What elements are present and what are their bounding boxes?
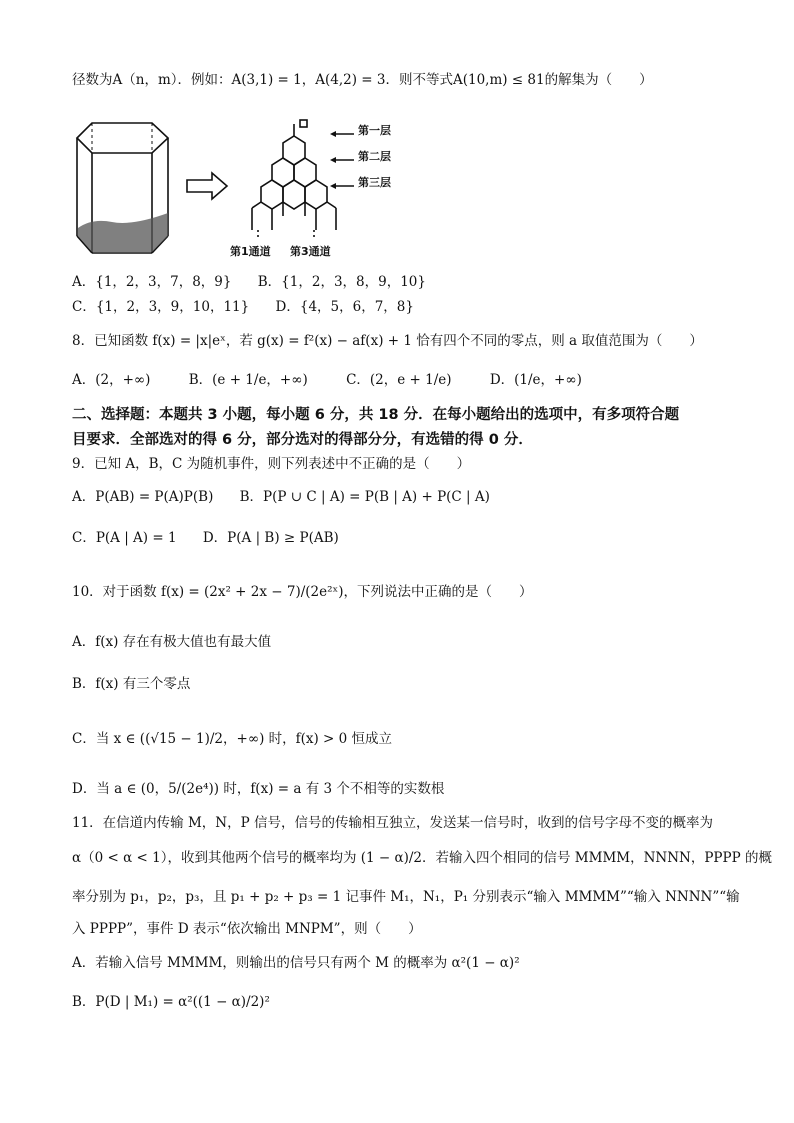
q8-options	[72, 372, 604, 390]
q11-line3: 率分别为 p₁，p₂，p₃，且 p₁ + p₂ + p₃ = 1 记事件 M₁，N₁，P₁ 分别表示“输入 MMMM”“输入 NNNN”“输	[72, 889, 740, 905]
q10-option-d: D．当 a ∈ (0，5/(2e⁴)) 时，f(x) = a 有 3 个不相等的实数根	[72, 781, 445, 797]
q9-stem: 9．已知 A，B，C 为随机事件，则下列表述中不正确的是（ ）	[72, 456, 471, 472]
q7-option-a: A．{1，2，3，7，8，9}	[72, 274, 232, 290]
q10-option-c: C．当 x ∈ ((√15 − 1)/2，+∞) 时，f(x) > 0 恒成立	[72, 731, 393, 747]
q11-line1: 11．在信道内传输 M，N，P 信号，信号的传输相互独立，发送某一信号时，收到的信号字母不变的概率为	[72, 815, 713, 831]
q7-option-b: B．{1，2，3，8，9，10}	[257, 274, 426, 290]
q8-option-d: D．(1/e，+∞)	[489, 372, 582, 388]
q11-option-b: B．P(D | M₁) = α²((1 − α)/2)²	[72, 994, 270, 1010]
q11-line4: 入 PPPP”，事件 D 表示“依次输出 MNPM”，则（ ）	[72, 921, 422, 937]
q10-option-a: A．f(x) 存在有极大值也有最大值	[72, 634, 272, 650]
q7-intro: 径数为A（n，m）．例如：A(3,1) = 1，A(4,2) = 3．则不等式A(10,m) ≤ 81的解集为（ ）	[72, 72, 653, 88]
q9-option-a: A．P(AB) = P(A)P(B)	[72, 489, 214, 505]
q11-line2: α（0 < α < 1），收到其他两个信号的概率均为 (1 − α)/2．若输入四个相同的信号 MMMM，NNNN，PPPP 的概	[72, 850, 772, 866]
layer-label-1: 第一层	[358, 124, 391, 137]
q7-options-row2	[72, 299, 436, 317]
q11-option-a: A．若输入信号 MMMM，则输出的信号只有两个 M 的概率为 α²(1 − α)²	[72, 955, 520, 971]
q8-stem: 8．已知函数 f(x) = |x|eˣ，若 g(x) = f²(x) − af(x) + 1 恰有四个不同的零点，则 a 取值范围为（ ）	[72, 333, 703, 349]
q9-option-c: C．P(A | A) = 1	[72, 530, 177, 546]
channel-label-1: 第1通道	[230, 245, 271, 258]
section2-heading-line1: 二、选择题：本题共 3 小题，每小题 6 分，共 18 分．在每小题给出的选项中，有多项符合题	[72, 407, 680, 423]
q10-option-b: B．f(x) 有三个零点	[72, 676, 191, 692]
q7-options-row1	[72, 274, 448, 292]
q7-figure	[72, 118, 412, 267]
q9-options-row1	[72, 489, 512, 507]
q8-option-a: A．(2，+∞)	[72, 372, 151, 388]
q7-option-d: D．{4，5，6，7，8}	[275, 299, 414, 315]
channel-label-3: 第3通道	[290, 245, 331, 258]
q10-stem: 10．对于函数 f(x) = (2x² + 2x − 7)/(2e²ˣ)，下列说法中正确的是（ ）	[72, 584, 533, 600]
hexagon-prism-diagram	[72, 118, 412, 263]
q9-option-b: B．P(P ∪ C | A) = P(B | A) + P(C | A)	[239, 489, 490, 505]
q8-option-b: B．(e + 1/e，+∞)	[188, 372, 308, 388]
layer-label-3: 第三层	[358, 176, 391, 189]
section2-heading-line2: 目要求．全部选对的得 6 分，部分选对的得部分分，有选错的得 0 分．	[72, 432, 533, 448]
q8-option-c: C．(2，e + 1/e)	[346, 372, 452, 388]
layer-label-2: 第二层	[358, 150, 391, 163]
q9-option-d: D．P(A | B) ≥ P(AB)	[202, 530, 339, 546]
q9-options-row2	[72, 530, 361, 548]
right-arrow-icon	[187, 173, 227, 199]
q7-option-c: C．{1，2，3，9，10，11}	[72, 299, 250, 315]
